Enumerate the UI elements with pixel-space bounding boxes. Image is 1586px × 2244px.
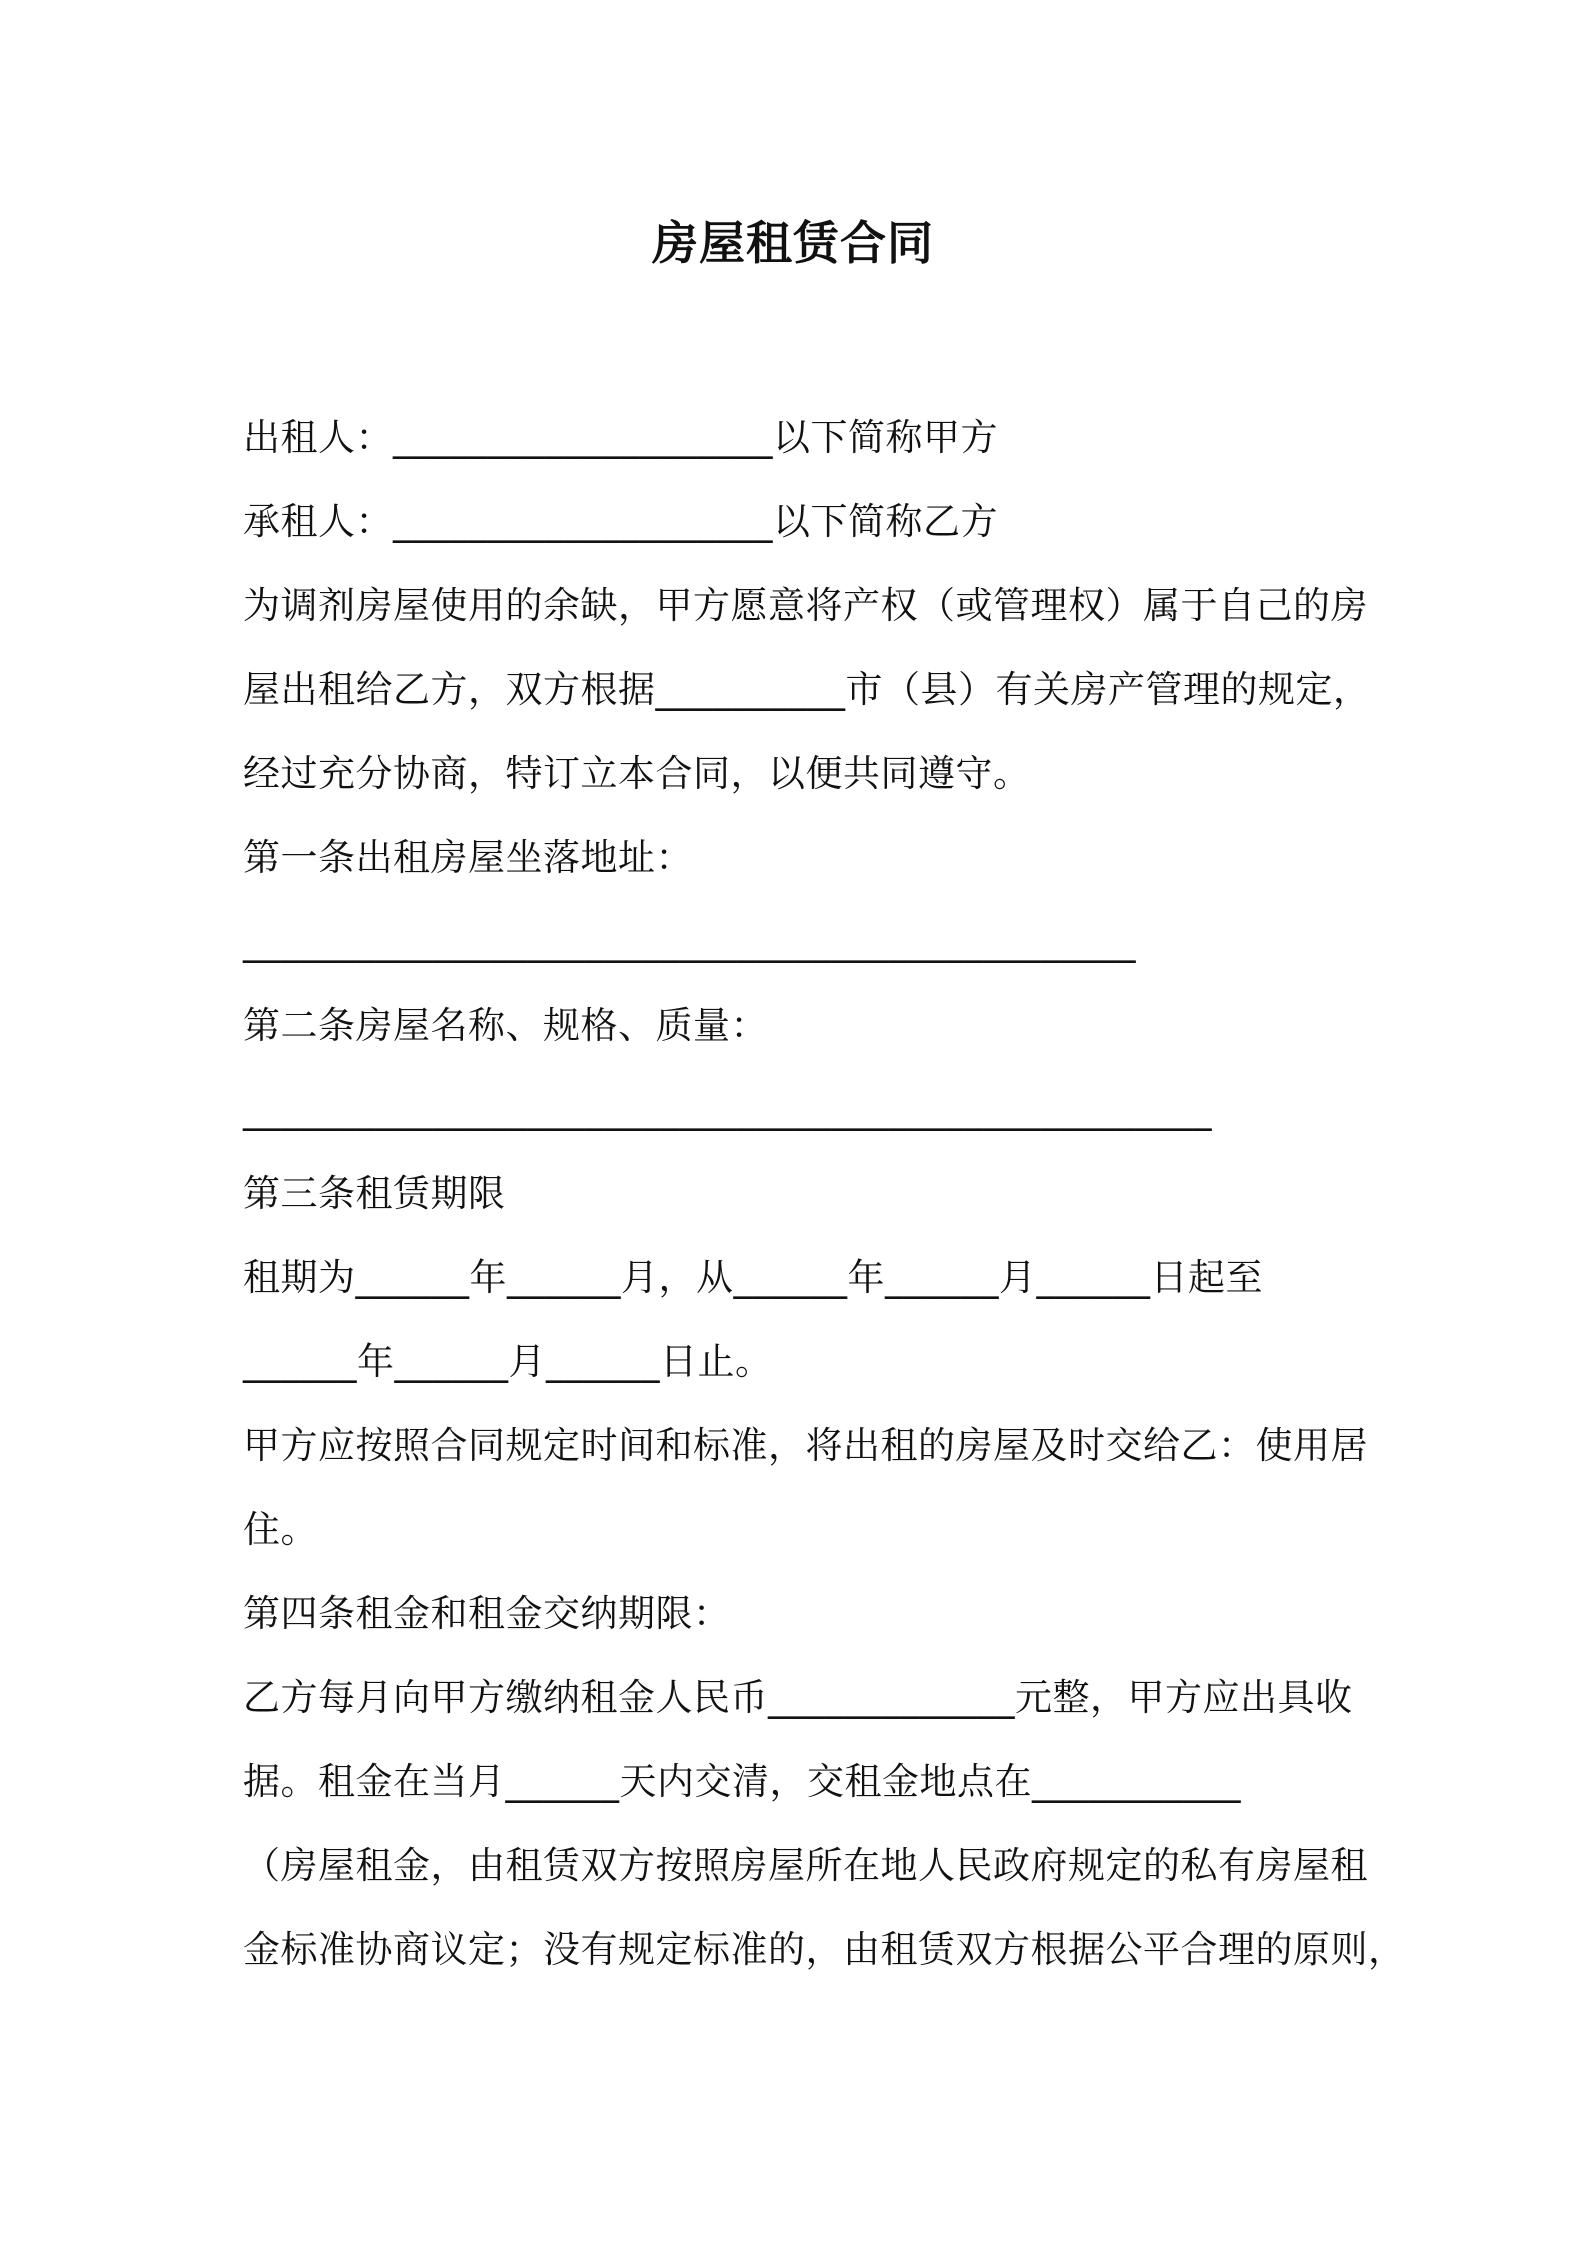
intro-paragraph-line-2: 屋出租给乙方，双方根据__________市（县）有关房产管理的规定， <box>243 668 1371 711</box>
document-title: 房屋租赁合同 <box>652 216 934 270</box>
lease-term-line-1: 租期为______年______月，从______年______月______日起至 <box>243 1256 1263 1299</box>
rent-note-line-1: （房屋租金，由租赁双方按照房屋所在地人民政府规定的私有房屋租 <box>243 1844 1368 1887</box>
intro-paragraph-line-3: 经过充分协商，特订立本合同，以便共同遵守。 <box>243 752 1031 795</box>
lease-term-line-2: ______年______月______日止。 <box>243 1340 773 1383</box>
rent-clause-line-2: 据。租金在当月______天内交清，交租金地点在___________ <box>243 1760 1241 1803</box>
lessor-line: 出租人：____________________以下简称甲方 <box>243 416 998 459</box>
article-4-heading: 第四条租金和租金交纳期限： <box>243 1592 731 1635</box>
article-3-heading: 第三条租赁期限 <box>243 1172 506 1215</box>
intro-paragraph-line-1: 为调剂房屋使用的余缺，甲方愿意将产权（或管理权）属于自己的房 <box>243 584 1368 627</box>
delivery-clause-line-1: 甲方应按照合同规定时间和标准，将出租的房屋及时交给乙：使用居 <box>243 1424 1368 1467</box>
article-2-spec-blank: ___________________________________________________ <box>243 1088 1212 1131</box>
delivery-clause-line-2: 住。 <box>243 1508 318 1551</box>
article-2-heading: 第二条房屋名称、规格、质量： <box>243 1004 768 1047</box>
rent-clause-line-1: 乙方每月向甲方缴纳租金人民币_____________元整，甲方应出具收 <box>243 1676 1353 1719</box>
lessee-line: 承租人：____________________以下简称乙方 <box>243 500 998 543</box>
article-1-address-blank: _______________________________________________ <box>243 920 1136 963</box>
rent-note-line-2: 金标准协商议定；没有规定标准的，由租赁双方根据公平合理的原则， <box>243 1928 1406 1971</box>
article-1-heading: 第一条出租房屋坐落地址： <box>243 836 693 879</box>
